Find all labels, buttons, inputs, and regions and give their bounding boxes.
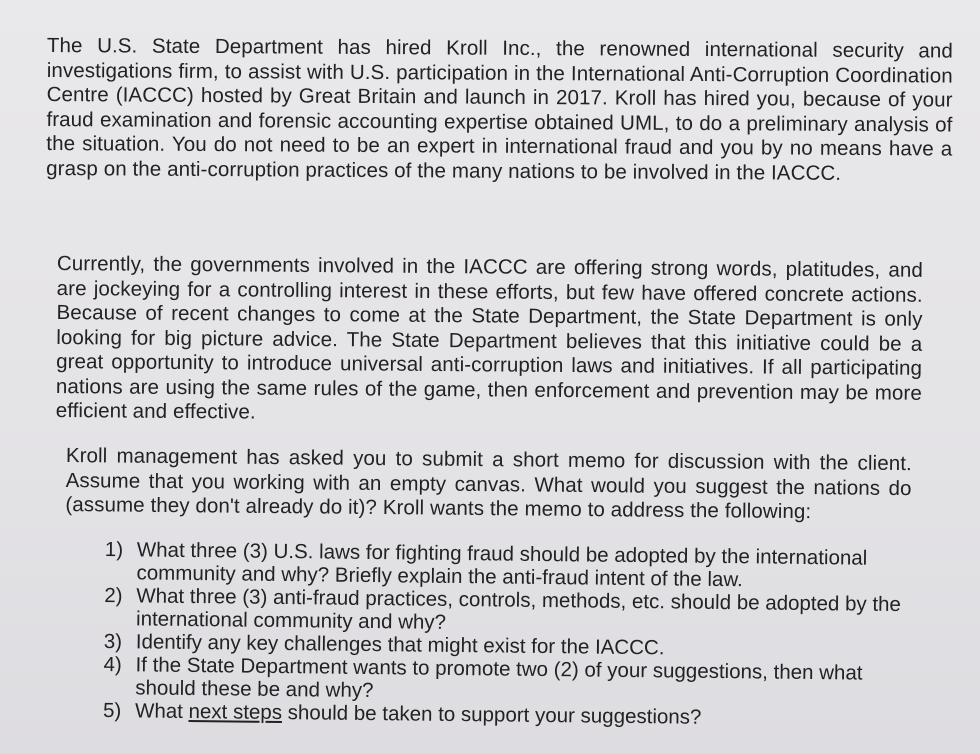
question-text: If the State Department wants to promote two (2) of your suggestions, then what should these be and why?: [135, 653, 863, 703]
question-number: 2): [104, 583, 123, 608]
question-number: 4): [103, 652, 122, 677]
question-number: 5): [102, 698, 122, 723]
next-steps-underlined: next steps: [188, 699, 283, 725]
assignment-paragraph: Kroll management has asked you to submit a short memo for discussion with the client. Assume that you working with an empty canvas. What would you suggest the nations do (assume they don't already do it)? Kroll wants the memo to address the following:: [65, 444, 912, 524]
question-number: 1): [104, 538, 124, 562]
question-number: 3): [103, 629, 123, 654]
question-text: Identify any key challenges that might exist for the IACCC.: [135, 630, 665, 660]
question-text: What three (3) anti-fraud practices, controls, methods, etc. should be adopted by the international community and why?: [135, 584, 902, 634]
question-text-after: should be taken to support your suggestions?: [281, 701, 702, 729]
question-list: [103, 538, 905, 731]
intro-paragraph: The U.S. State Department has hired Kroll Inc., the renowned international security and investigations firm, to assist with U.S. participation in the International Anti-Corruption Coordination Centre (IACCC) hosted by Great Britain and launch in 2017. Kroll has hired you, because of your fraud examination and forensic accounting expertise obtained UML, to do a preliminary analysis of the situation. You do not need to be an expert in international fraud and you by no means have a grasp on the anti-corruption practices of the many nations to be involved in the IACCC.: [46, 34, 953, 185]
question-text: What three (3) U.S. laws for fighting fraud should be adopted by the international community and why? Briefly explain the anti-fraud intent of the law.: [136, 538, 868, 592]
question-text-before: What: [134, 699, 189, 723]
context-paragraph: Currently, the governments involved in the IACCC are offering strong words, platitudes, and are jockeying for a controlling interest in these efforts, but few have offered concrete actions. Because of recent changes to come at the State Department, the State Department is only looking for big picture advice. The State Department believes that this initiative could be a great opportunity to introduce universal anti-corruption laws and initiatives. If all participating nations are using the same rules of the game, then enforcement and prevention may be more efficient and effective.: [55, 252, 923, 424]
